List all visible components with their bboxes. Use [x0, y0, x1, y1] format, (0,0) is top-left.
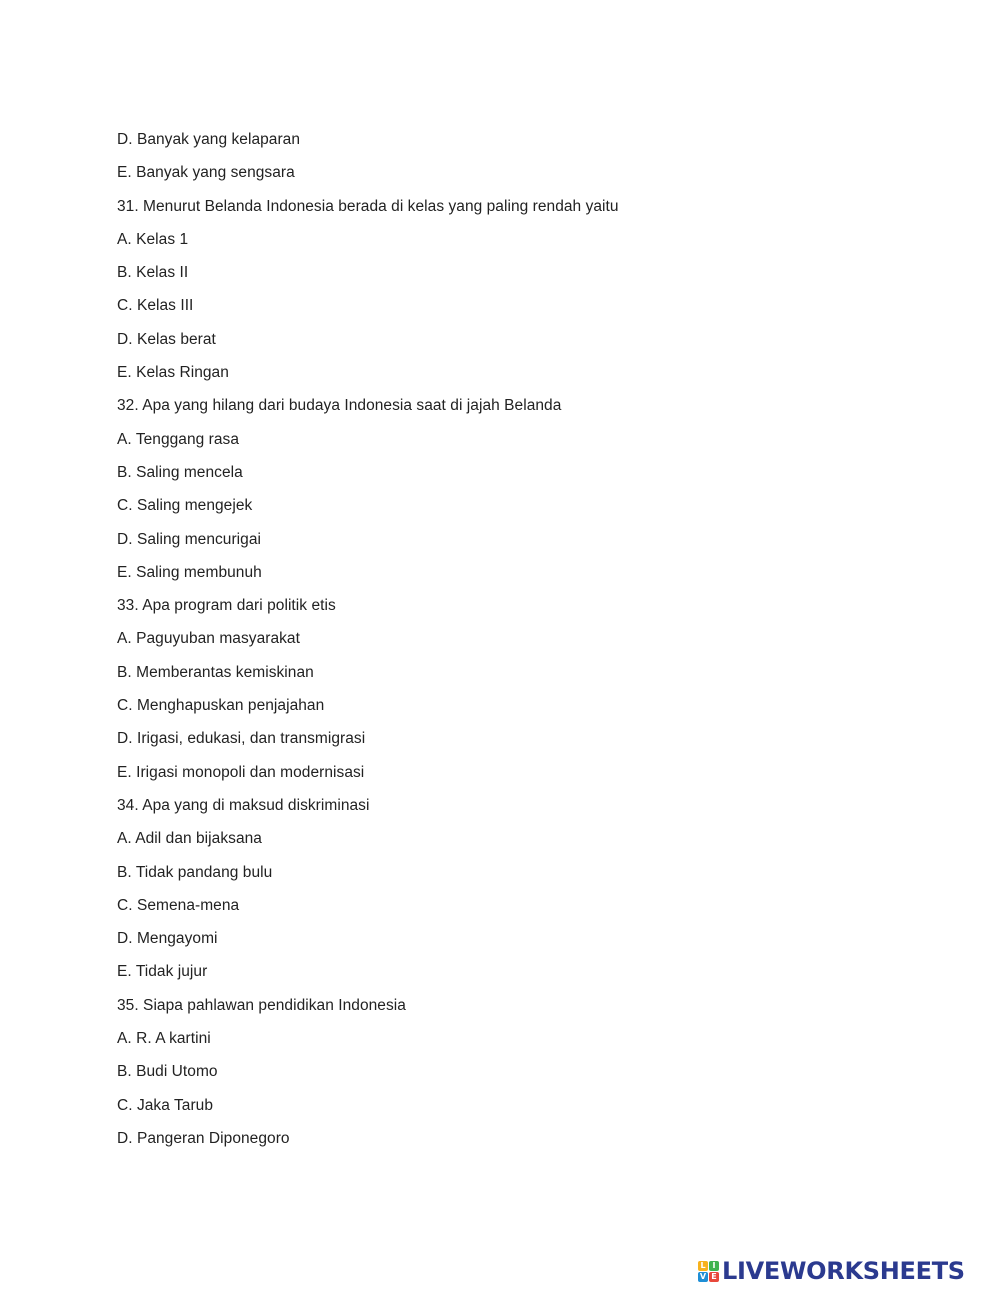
question-line: 35. Siapa pahlawan pendidikan Indonesia: [117, 996, 406, 1014]
question-line: A. R. A kartini: [117, 1030, 211, 1048]
question-line: E. Saling membunuh: [117, 563, 262, 581]
question-line: D. Saling mencurigai: [117, 530, 262, 548]
question-line: A. Kelas 1: [117, 230, 189, 248]
logo-mark-letter: I: [709, 1261, 719, 1271]
question-line: D. Banyak yang kelaparan: [117, 131, 301, 148]
question-line: C. Kelas III: [117, 297, 194, 315]
question-line: A. Adil dan bijaksana: [117, 830, 262, 848]
question-line: 31. Menurut Belanda Indonesia berada di kelas yang paling rendah yaitu: [117, 197, 619, 215]
question-line: E. Kelas Ringan: [117, 364, 229, 382]
question-line: B. Tidak pandang bulu: [117, 863, 273, 881]
question-line: D. Mengayomi: [117, 930, 218, 948]
question-line: A. Tenggang rasa: [117, 430, 240, 448]
question-line: 32. Apa yang hilang dari budaya Indonesia saat di jajah Belanda: [117, 397, 562, 415]
question-line: C. Semena-mena: [117, 896, 240, 914]
logo-mark-letter: L: [698, 1261, 708, 1271]
question-line: E. Banyak yang sengsara: [117, 164, 295, 182]
logo-mark-letter: E: [709, 1272, 719, 1282]
logo-mark-letter: V: [699, 1271, 707, 1281]
question-line: B. Budi Utomo: [117, 1063, 218, 1081]
question-line: D. Kelas berat: [117, 330, 216, 348]
question-line: 33. Apa program dari politik etis: [117, 597, 336, 615]
question-line: B. Kelas II: [117, 264, 189, 282]
question-line: D. Irigasi, edukasi, dan transmigrasi: [117, 730, 366, 748]
question-line: E. Irigasi monopoli dan modernisasi: [117, 763, 365, 781]
question-line: D. Pangeran Diponegoro: [117, 1129, 290, 1147]
logo-text: LIVEWORKSHEETS: [722, 1257, 965, 1285]
question-line: E. Tidak jujur: [117, 963, 208, 981]
question-line: B. Saling mencela: [117, 463, 243, 481]
question-line: C. Saling mengejek: [117, 497, 253, 515]
question-line: 34. Apa yang di maksud diskriminasi: [117, 796, 370, 814]
question-list: [117, 129, 619, 1161]
question-line: C. Menghapuskan penjajahan: [117, 697, 325, 715]
question-line: C. Jaka Tarub: [117, 1096, 213, 1114]
logo-mark-icon: [698, 1261, 719, 1282]
question-line: B. Memberantas kemiskinan: [117, 663, 314, 681]
question-line: A. Paguyuban masyarakat: [117, 630, 300, 648]
liveworksheets-logo: [698, 1256, 965, 1286]
